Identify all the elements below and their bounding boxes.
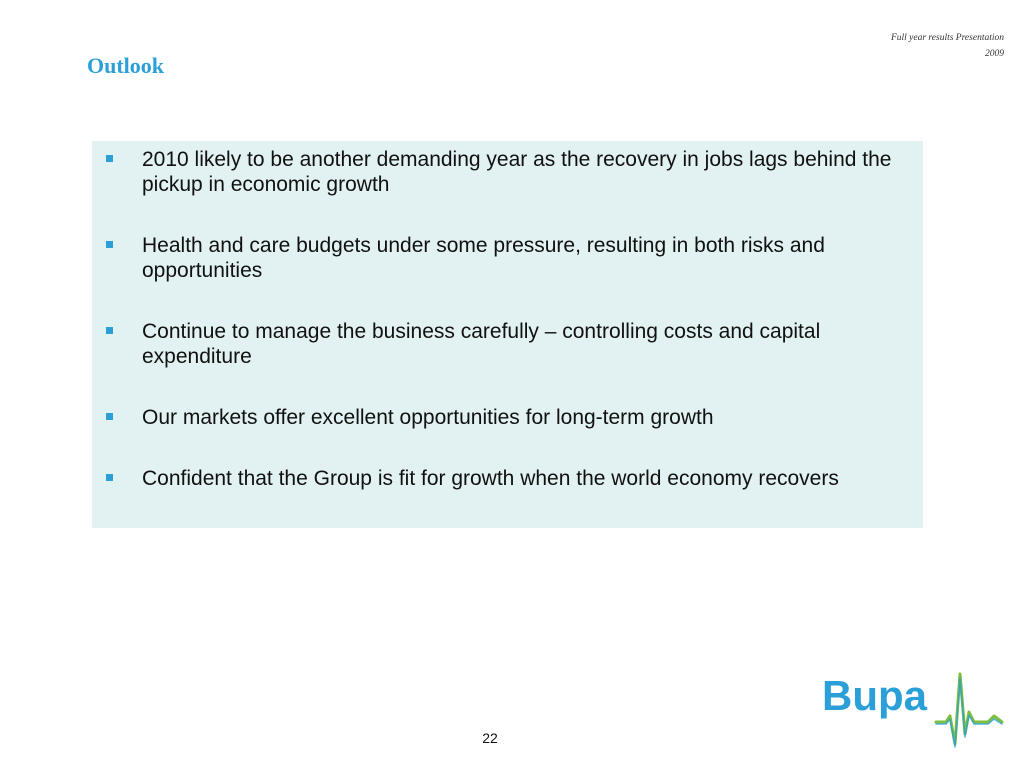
bullet-list <box>92 147 923 527</box>
page-number: 22 <box>482 730 498 746</box>
bullet-text: Our markets offer excellent opportunities for long-term growth <box>142 406 714 429</box>
presentation-title-line1: Full year results Presentation <box>890 33 1004 43</box>
logo-text: Bupa <box>822 672 927 719</box>
bullet-item-markets <box>92 405 923 430</box>
bullet-item-budgets <box>92 233 923 283</box>
square-bullet-icon <box>106 413 113 420</box>
bullet-text: Confident that the Group is fit for growth when the world economy recovers <box>142 467 839 490</box>
presentation-title <box>891 30 1004 62</box>
bullet-item-growth <box>92 466 923 491</box>
bullet-text: 2010 likely to be another demanding year as the recovery in jobs lags behind the pickup in economic growth <box>142 148 892 196</box>
bullet-item-costs <box>92 319 923 369</box>
page-title: Outlook <box>87 53 165 78</box>
bupa-logo <box>818 664 1004 754</box>
bullet-text: Continue to manage the business carefully – controlling costs and capital expenditure <box>142 320 821 368</box>
bullet-text: Health and care budgets under some pressure, resulting in both risks and opportunities <box>142 234 825 282</box>
square-bullet-icon <box>106 474 113 481</box>
heartbeat-wave-icon <box>936 674 1002 744</box>
bullet-item-recovery <box>92 147 923 197</box>
square-bullet-icon <box>106 327 113 334</box>
presentation-title-line2: 2009 <box>985 49 1004 59</box>
square-bullet-icon <box>106 155 113 162</box>
content-box <box>92 141 923 528</box>
square-bullet-icon <box>106 241 113 248</box>
